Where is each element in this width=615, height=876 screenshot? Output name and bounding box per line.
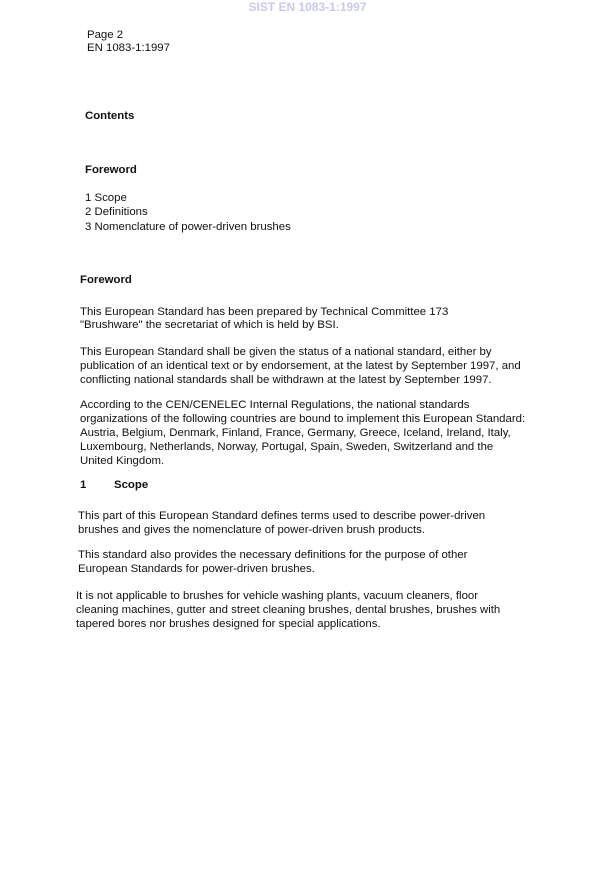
paragraph-line: According to the CEN/CENELEC Internal Regulations, the national standards <box>80 399 470 411</box>
paragraph-line: This part of this European Standard defines terms used to describe power-driven <box>78 510 486 522</box>
watermark: SIST EN 1083-1:1997 <box>248 0 367 14</box>
paragraph-line: European Standards for power-driven brushes. <box>78 563 315 575</box>
paragraph-line: This European Standard shall be given the status of a national standard, either by <box>80 346 492 358</box>
toc-item: 1 Scope <box>85 192 127 204</box>
paragraph-line: tapered bores nor brushes designed for special applications. <box>76 618 381 630</box>
paragraph-line: "Brushware" the secretariat of which is held by BSI. <box>80 319 339 331</box>
paragraph-line: This European Standard has been prepared by Technical Committee 173 <box>80 306 449 318</box>
paragraph-line: cleaning machines, gutter and street cleaning brushes, dental brushes, brushes with <box>76 604 501 616</box>
paragraph-line: United Kingdom. <box>80 455 165 467</box>
paragraph-line: publication of an identical text or by endorsement, at the latest by September 1997, and <box>80 360 521 372</box>
paragraph-line: brushes and gives the nomenclature of power-driven brush products. <box>78 524 425 536</box>
paragraph-line: This standard also provides the necessary definitions for the purpose of other <box>78 549 468 561</box>
toc-foreword: Foreword <box>85 164 137 176</box>
foreword-heading: Foreword <box>80 274 132 286</box>
paragraph-line: Luxembourg, Netherlands, Norway, Portugal, Spain, Sweden, Switzerland and the <box>80 441 494 453</box>
paragraph-line: Austria, Belgium, Denmark, Finland, France, Germany, Greece, Iceland, Ireland, Italy, <box>80 427 511 439</box>
paragraph-line: organizations of the following countries are bound to implement this European Standard: <box>80 413 526 425</box>
toc-item: 3 Nomenclature of power-driven brushes <box>85 221 291 233</box>
paragraph-line: It is not applicable to brushes for vehicle washing plants, vacuum cleaners, floor <box>76 590 479 602</box>
page-number: Page 2 <box>87 29 124 41</box>
document-id: EN 1083-1:1997 <box>87 42 170 54</box>
paragraph-line: conflicting national standards shall be withdrawn at the latest by September 1997. <box>80 374 492 386</box>
toc-item: 2 Definitions <box>85 206 148 218</box>
scope-heading: Scope <box>114 479 149 491</box>
scope-number: 1 <box>80 479 87 491</box>
contents-heading: Contents <box>85 110 135 122</box>
